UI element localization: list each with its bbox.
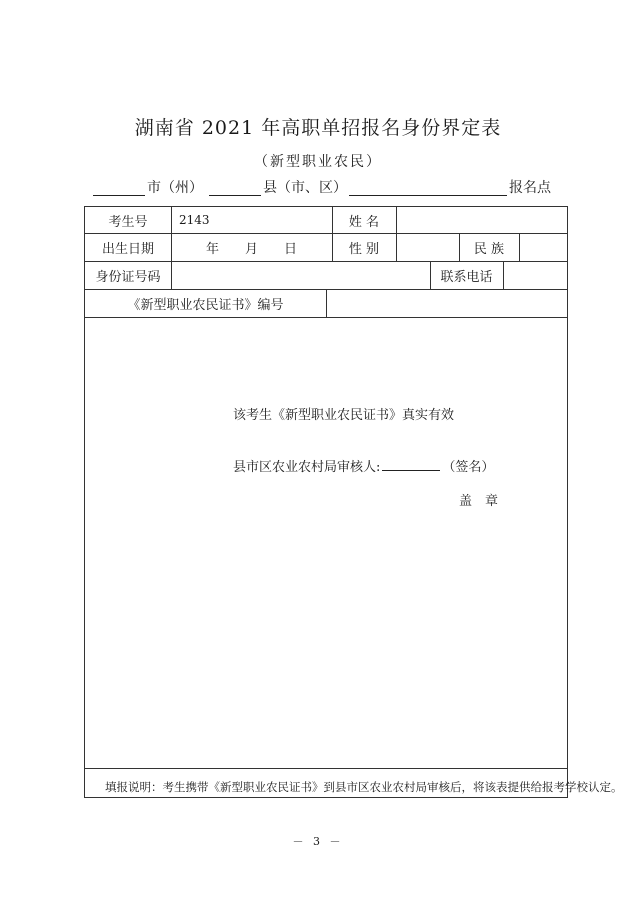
birth-date-field[interactable]: 年 月 日 xyxy=(205,241,297,257)
id-number-field[interactable] xyxy=(172,261,430,289)
row-divider xyxy=(85,768,567,769)
gender-field[interactable] xyxy=(397,233,459,261)
verification-statement: 该考生《新型职业农民证书》真实有效 xyxy=(233,408,455,423)
county-blank[interactable] xyxy=(209,195,261,196)
exam-no-label: 考生号 xyxy=(108,214,148,230)
phone-label: 联系电话 xyxy=(440,269,493,285)
county-label: 县（市、区） xyxy=(263,180,347,196)
name-label: 姓 名 xyxy=(348,214,380,230)
phone-field[interactable] xyxy=(504,261,566,289)
city-blank[interactable] xyxy=(93,195,145,196)
ethnicity-label: 民 族 xyxy=(473,241,505,257)
gender-label: 性 别 xyxy=(348,241,380,257)
ethnicity-field[interactable] xyxy=(520,233,566,261)
signature-hint: （签名） xyxy=(442,460,495,475)
form-subtitle: （新型职业农民） xyxy=(254,154,382,170)
page-number: － 3 － xyxy=(292,835,344,848)
certificate-no-label: 《新型职业农民证书》编号 xyxy=(127,297,284,313)
reviewer-line xyxy=(233,456,494,475)
site-blank[interactable] xyxy=(349,195,507,196)
reviewer-label: 县市区农业农村局审核人: xyxy=(233,460,381,475)
site-label: 报名点 xyxy=(509,180,551,196)
filling-instructions: 填报说明：考生携带《新型职业农民证书》到县市区农业农村局审核后，将该表提供给报考学校认定。 xyxy=(105,780,623,794)
certificate-no-field[interactable] xyxy=(327,289,567,317)
birth-date-label: 出生日期 xyxy=(101,241,154,257)
name-field[interactable] xyxy=(397,207,567,233)
location-row xyxy=(93,177,553,197)
seal-label: 盖 章 xyxy=(459,494,499,509)
exam-no-value[interactable]: 2143 xyxy=(179,213,210,227)
col-divider xyxy=(171,207,172,233)
reviewer-signature-blank[interactable] xyxy=(382,458,440,471)
identity-form-table xyxy=(84,206,623,798)
id-number-label: 身份证号码 xyxy=(95,269,161,285)
row-divider xyxy=(85,317,567,318)
form-title: 湖南省 2021 年高职单招报名身份界定表 xyxy=(134,117,502,139)
city-label: 市（州） xyxy=(147,180,203,196)
